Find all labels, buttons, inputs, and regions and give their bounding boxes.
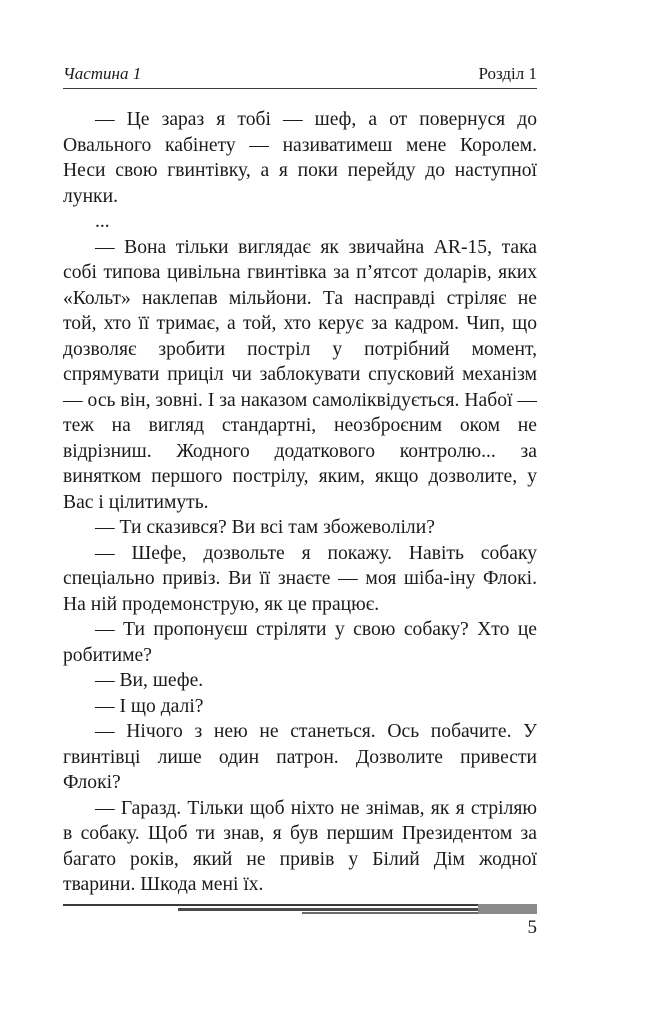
header-part-title: Частина 1 (63, 64, 142, 83)
header-chapter-title: Розділ 1 (478, 64, 537, 83)
paragraph: — І що далі? (95, 695, 204, 717)
paragraph: — Нічого з нею не станеться. Ось побачите. У гвинтівці лише один патрон. Дозволите привести Флокі? (63, 721, 537, 793)
paragraph: — Шефе, дозвольте я покажу. Навіть собаку спеціально привіз. Ви її знаєте — моя шіба-іну Флокі. На ній продемонструю, як це працює. (63, 542, 537, 615)
paragraph: — Це зараз я тобі — шеф, а от повернуся до Овального кабінету — називатимеш мене Королем. Неси свою гвинтівку, а я поки перейду до наступної лунки. (63, 109, 537, 207)
body-text (63, 107, 537, 898)
paragraph: — Ти пропонуєш стріляти у свою собаку? Хто це робитиме? (63, 619, 537, 666)
footer-rule-block (478, 904, 537, 914)
footer-rule (63, 904, 537, 906)
running-header (63, 60, 537, 89)
paragraph: — Гаразд. Тільки щоб ніхто не знімав, як я стріляю в собаку. Щоб ти знав, я був першим Президентом за багато років, який не привів у Білий Дім жодної тварини. Шкода мені їх. (63, 797, 537, 895)
paragraph: — Ти сказився? Ви всі там збожеволіли? (95, 517, 435, 538)
paragraph: — Вона тільки виглядає як звичайна AR-15, така собі типова цивільна гвинтівка за п’ятсот доларів, яких «Кольт» наклепав мільйони. Та насправді стріляє не той, хто її тримає, а той, хто керує за кадром. Чип, що дозволяє зробити постріл у потрібний момент, спрямувати приціл чи заблокувати спусковий механізм — ось він, зовні. І за наказом самоліквідується. Набої — теж на вигляд стандартні, неозброєним оком не відрізниш. Жодного додаткового контролю... за винятком першого пострілу, яким, якщо дозволите, у Вас і цілитимуть. (63, 236, 537, 513)
paragraph: — Ви, шефе. (95, 670, 204, 691)
paragraph: ... (95, 211, 110, 232)
page-number: 5 (527, 917, 537, 938)
